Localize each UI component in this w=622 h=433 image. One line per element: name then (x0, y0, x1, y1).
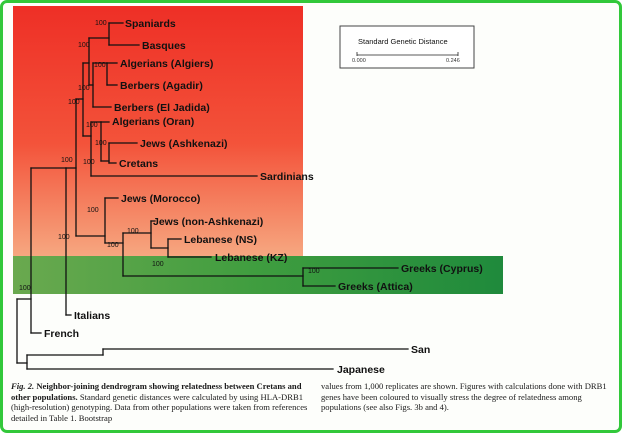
dendrogram (3, 3, 619, 430)
bootstrap-label: 100 (95, 140, 107, 147)
bootstrap-label: 100 (107, 242, 119, 249)
leaf-french: French (44, 328, 80, 340)
scale-legend (340, 26, 474, 68)
bootstrap-label: 100 (127, 228, 139, 235)
leaf-greeks-cyprus: Greeks (Cyprus) (401, 263, 483, 275)
leaf-japanese: Japanese (337, 364, 385, 376)
caption-right (321, 381, 611, 413)
bootstrap-label: 100 (78, 85, 90, 92)
bootstrap-label: 100 (61, 157, 73, 164)
leaf-san: San (411, 344, 431, 356)
bootstrap-label: 100 (78, 42, 90, 49)
bootstrap-label: 100 (94, 62, 106, 69)
leaf-sardinians: Sardinians (260, 171, 314, 183)
bootstrap-label: 100 (58, 234, 70, 241)
leaf-lebanese-kz: Lebanese (KZ) (215, 252, 288, 264)
bootstrap-label: 100 (19, 285, 31, 292)
caption-title: Neighbor-joining dendrogram showing relatedness between Cretans and other populations. (11, 381, 302, 402)
caption-text-left: Standard genetic distances were calculated by using HLA-DRB1 (high-resolution) genotyping. Data from other populations were taken from references detailed in Table 1. Bootstrap (11, 391, 308, 423)
leaf-italians: Italians (74, 310, 111, 322)
leaf-greeks-attica: Greeks (Attica) (338, 281, 413, 293)
leaf-berbers-el-jadida: Berbers (El Jadida) (114, 102, 210, 114)
caption-label: Fig. 2. (11, 381, 35, 391)
bootstrap-label: 100 (87, 207, 99, 214)
bootstrap-label: 100 (86, 122, 98, 129)
leaf-jews-ashkenazi: Jews (Ashkenazi) (140, 138, 228, 150)
leaf-jews-morocco: Jews (Morocco) (121, 193, 201, 205)
bootstrap-label: 100 (308, 268, 320, 275)
leaf-basques: Basques (142, 40, 186, 52)
leaf-berbers-agadir: Berbers (Agadir) (120, 80, 203, 92)
leaf-algerians-oran: Algerians (Oran) (112, 116, 195, 128)
scale-title: Standard Genetic Distance (358, 37, 448, 46)
caption-text-right: values from 1,000 replicates are shown. Figures with calculations done with DRB1 genes have been coloured to visually stress the degree of relatedness among populations (see also Figs. 3b and 4). (321, 381, 607, 413)
bootstrap-label: 100 (68, 99, 80, 106)
leaf-cretans: Cretans (119, 158, 159, 170)
caption-left (11, 381, 309, 423)
scale-max-label: 0.246 (446, 58, 460, 64)
leaf-spaniards: Spaniards (125, 18, 176, 30)
scale-min-label: 0.000 (352, 58, 366, 64)
bootstrap-label: 100 (95, 20, 107, 27)
bootstrap-label: 100 (83, 159, 95, 166)
leaf-jews-non-ashkenazi: Jews (non-Ashkenazi) (153, 216, 264, 228)
leaf-lebanese-ns: Lebanese (NS) (184, 234, 257, 246)
leaf-algerians-algiers: Algerians (Algiers) (120, 58, 214, 70)
bootstrap-label: 100 (152, 261, 164, 268)
